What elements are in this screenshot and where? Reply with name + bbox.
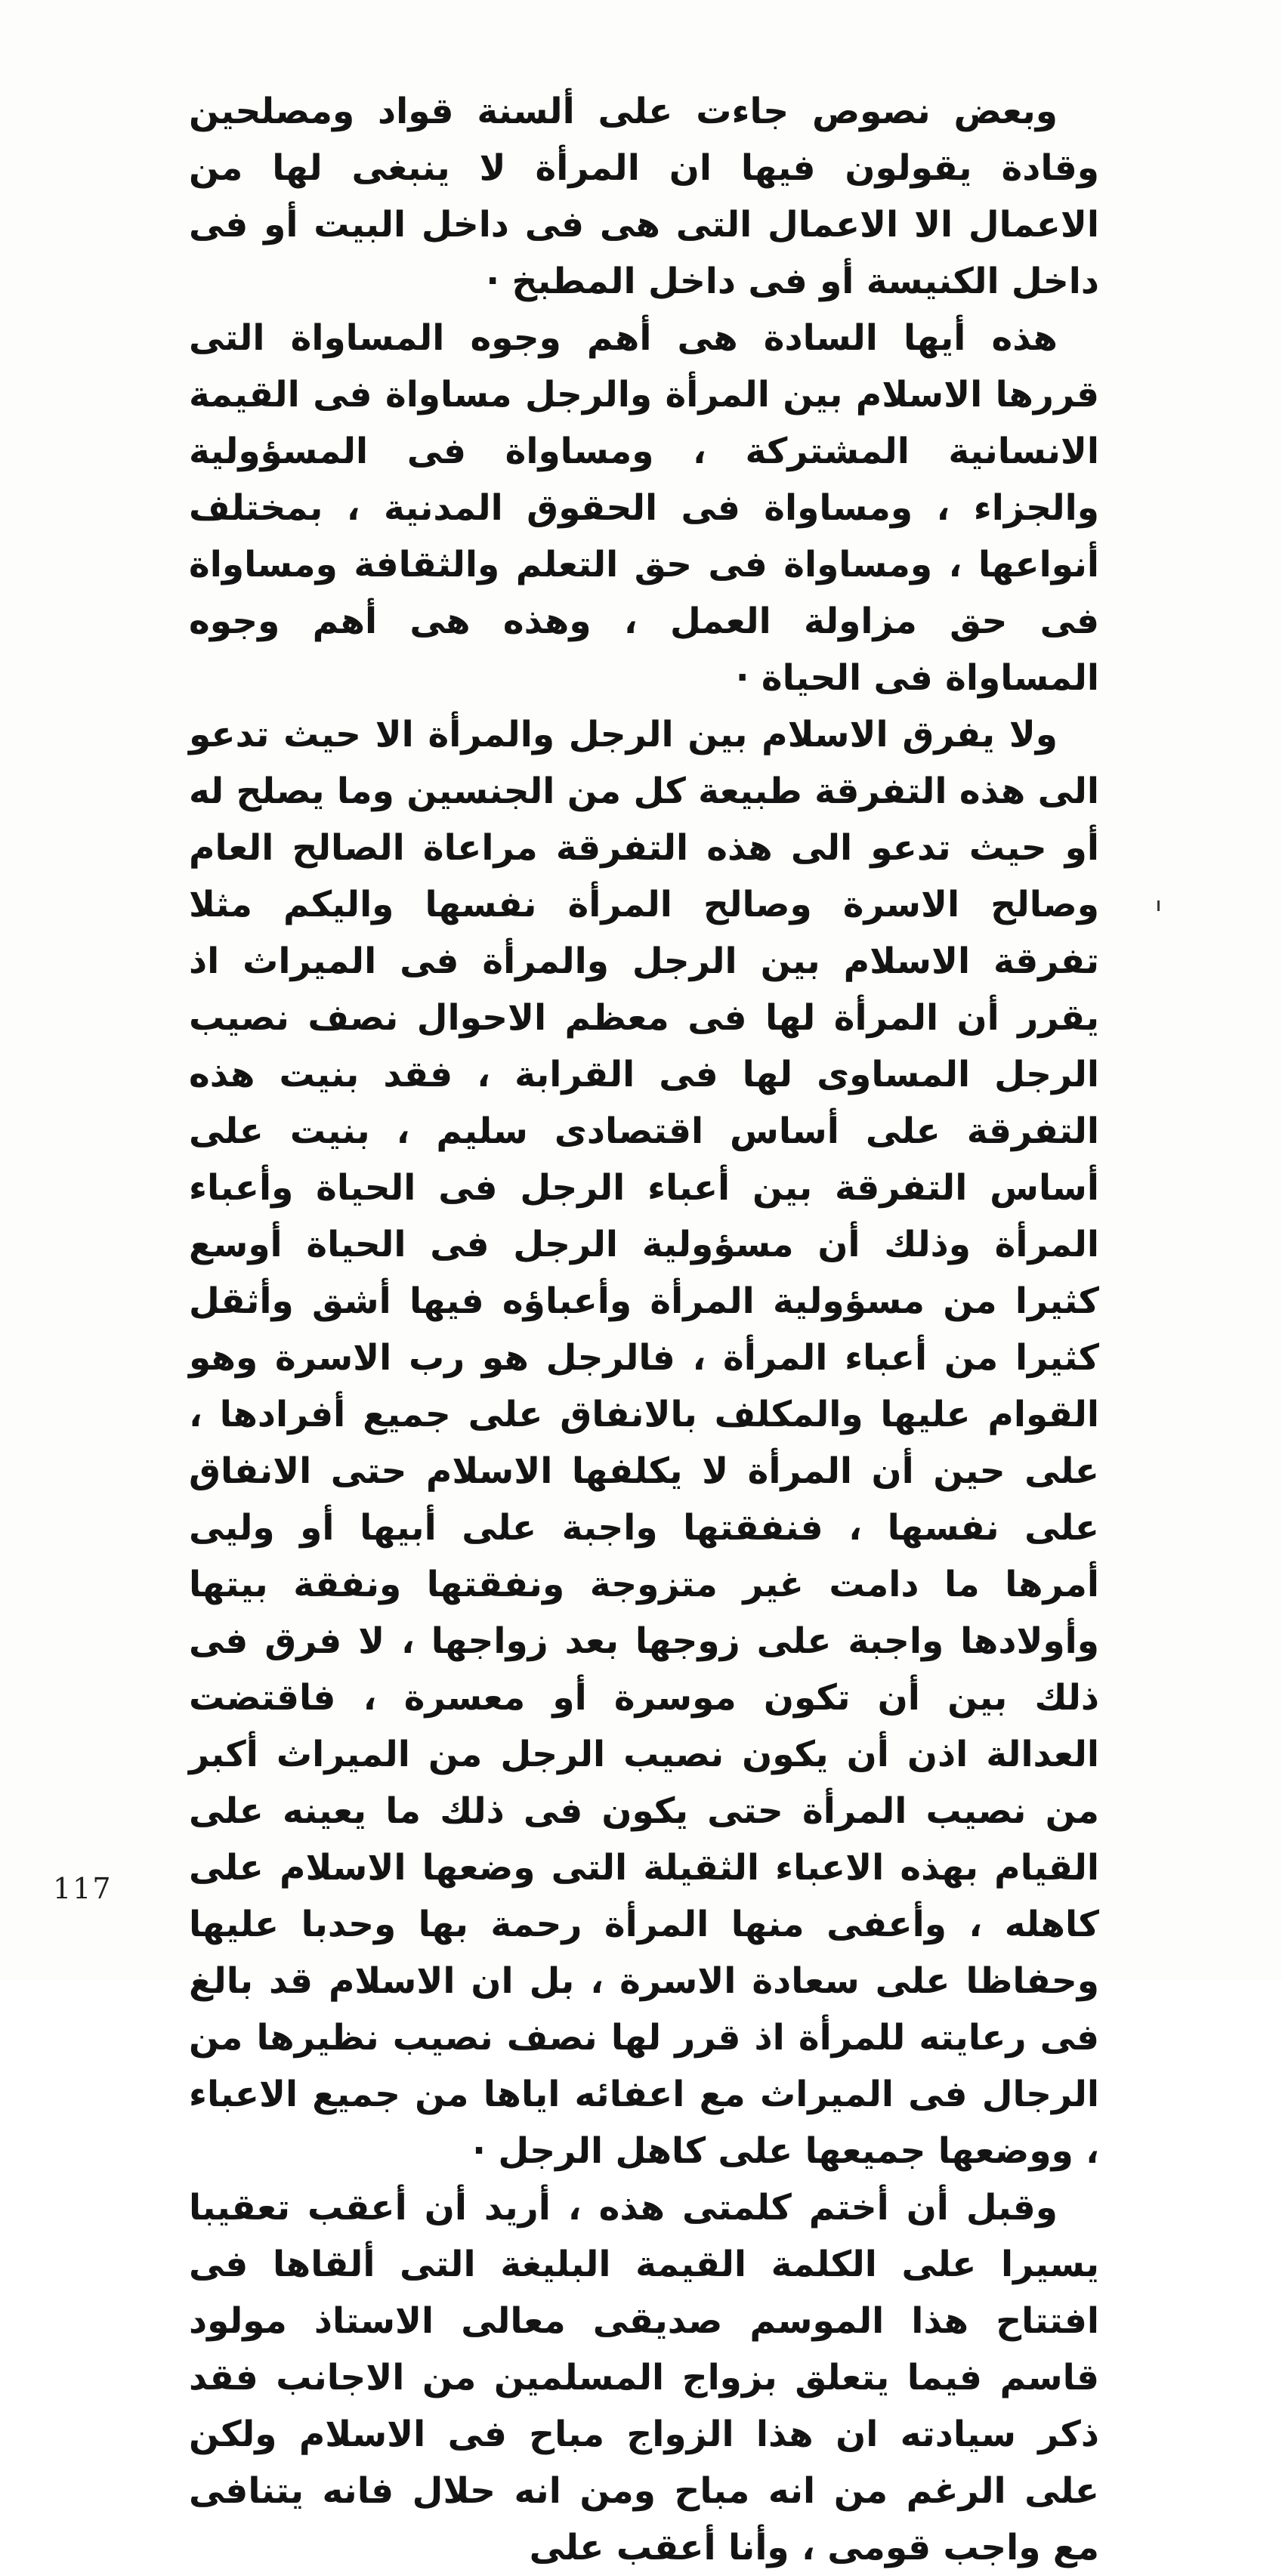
paragraph-1: وبعض نصوص جاءت على ألسنة قواد ومصلحين وقادة يقولون فيها ان المرأة لا ينبغى لها من الاعمال الا الاعمال التى هى فى داخل البيت أو فى داخل الكنيسة أو فى داخل المطبخ · [189, 91, 1099, 302]
body-text [189, 83, 1099, 2576]
page-number: 117 [53, 1872, 113, 1905]
paragraph-3: ولا يفرق الاسلام بين الرجل والمرأة الا حيث تدعو الى هذه التفرقة طبيعة كل من الجنسين وما يصلح له أو حيث تدعو الى هذه التفرقة مراعاة الصالح العام وصالح الاسرة وصالح المرأة نفسها واليكم مثلا تفرقة الاسلام بين الرجل والمرأة فى الميراث اذ يقرر أن المرأة لها فى معظم الاحوال نصف نصيب الرجل المساوى لها فى القرابة ، فقد بنيت هذه التفرقة على أساس اقتصادى سليم ، بنيت على أساس التفرقة بين أعباء الرجل فى الحياة وأعباء المرأة وذلك أن مسؤولية الرجل فى الحياة أوسع كثيرا من مسؤولية المرأة وأعباؤه فيها أشق وأثقل كثيرا من أعباء المرأة ، فالرجل هو رب الاسرة وهو القوام عليها والمكلف بالانفاق على جميع أفرادها ، على حين أن المرأة لا يكلفها الاسلام حتى الانفاق على نفسها ، فنفقتها واجبة على أبيها أو وليى أمرها ما دامت غير متزوجة ونفقتها ونفقة بيتها وأولادها واجبة على زوجها بعد زواجها ، لا فرق فى ذلك بين أن تكون موسرة أو معسرة ، فاقتضت العدالة اذن أن يكون نصيب الرجل من الميراث أكبر من نصيب المرأة حتى يكون فى ذلك ما يعينه على القيام بهذه الاعباء الثقيلة التى وضعها الاسلام على كاهله ، وأعفى منها المرأة رحمة بها وحدبا عليها وحفاظا على سعادة الاسرة ، بل ان الاسلام قد بالغ فى رعايته للمرأة اذ قرر لها نصف نصيب نظيرها من الرجال فى الميراث مع اعفائه اياها من جميع الاعباء ، ووضعها جميعها على كاهل الرجل · [189, 714, 1099, 2172]
paragraph-2: هذه أيها السادة هى أهم وجوه المساواة التى قررها الاسلام بين المرأة والرجل مساواة فى القيمة الانسانية المشتركة ، ومساواة فى المسؤولية والجزاء ، ومساواة فى الحقوق المدنية ، بمختلف أنواعها ، ومساواة فى حق التعلم والثقافة ومساواة فى حق مزاولة العمل ، وهذه هى أهم وجوه المساواة فى الحياة · [189, 317, 1099, 699]
paragraph-4: وقبل أن أختم كلمتى هذه ، أريد أن أعقب تعقيبا يسيرا على الكلمة القيمة البليغة التى ألقاها فى افتتاح هذا الموسم صديقى معالى الاستاذ مولود قاسم فيما يتعلق بزواج المسلمين من الاجانب فقد ذكر سيادته ان هذا الزواج مباح فى الاسلام ولكن على الرغم من انه مباح ومن انه حلال فانه يتنافى مع واجب قومى ، وأنا أعقب على [189, 2187, 1099, 2568]
scan-speck [1157, 900, 1160, 911]
